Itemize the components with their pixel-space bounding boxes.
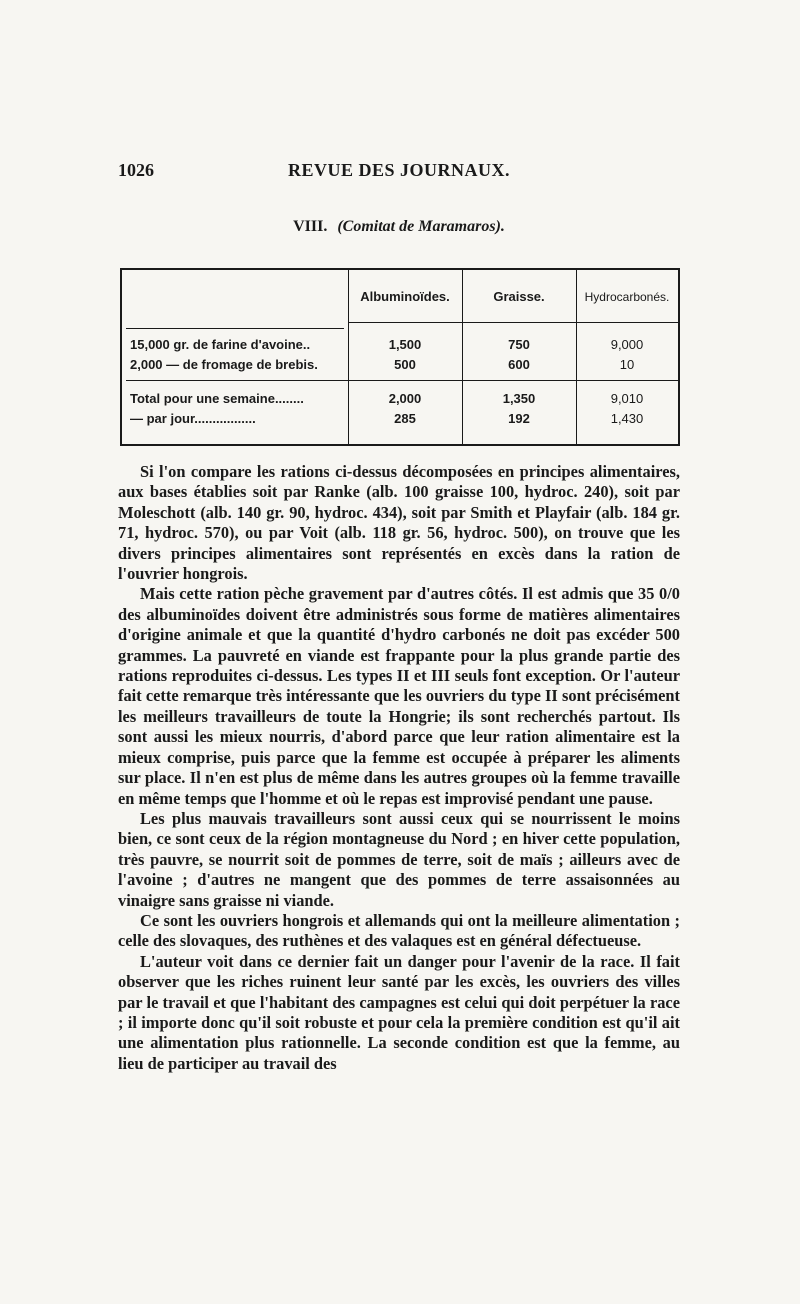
article-body	[118, 462, 680, 1074]
row-label: 2,000 — de fromage de brebis.	[130, 357, 318, 372]
paragraph: Ce sont les ouvriers hongrois et allemands qui ont la meilleure alimentation ; celle des slovaques, des ruthènes et des valaques est en général défectueuse.	[118, 910, 680, 951]
table-cell: 9,010	[610, 391, 644, 406]
table-cell: 750	[508, 337, 530, 352]
table-cell: 500	[394, 357, 416, 372]
table-cell: 192	[508, 411, 530, 426]
row-label: Total pour une semaine........	[130, 391, 304, 406]
section-title	[118, 218, 680, 236]
table-divider	[348, 322, 678, 323]
paragraph: Les plus mauvais travailleurs sont aussi ceux qui se nourrissent le moins bien, ce sont ceux de la région montagneuse du Nord ; en hiver cette population, très pauvre, se nourrit soit de pommes de terre, soit de maïs ; ailleurs avec de l'avoine ; d'autres ne mangent que des pommes de terre assaisonnées au vinaigre sans graisse ni viande.	[118, 808, 680, 910]
table-cell: 285	[394, 411, 416, 426]
section-number: VIII.	[293, 218, 328, 235]
table-divider	[126, 380, 678, 381]
row-label: 15,000 gr. de farine d'avoine..	[130, 337, 311, 352]
running-head: REVUE DES JOURNAUX.	[287, 160, 511, 180]
paragraph: Si l'on compare les rations ci-dessus décomposées en principes alimentaires, aux bases établies soit par Ranke (alb. 100 graisse 100, hydroc. 240), soit par Moleschott (alb. 140 gr. 90, hydroc. 434), soit par Smith et Playfair (alb. 184 gr. 71, hydroc. 570), ou par Voit (alb. 118 gr. 56, hydroc. 500), on trouve que les divers principes alimentaires sont représentés en excès dans la ration de l'ouvrier hongrois.	[118, 462, 680, 584]
section-subtitle: (Comitat de Maramaros).	[337, 218, 505, 235]
table-cell: 9,000	[610, 337, 644, 352]
ration-table	[120, 268, 680, 446]
column-header: Graisse.	[493, 289, 545, 304]
column-header: Hydrocarbonés.	[584, 290, 670, 304]
table-divider	[126, 328, 344, 329]
paragraph: Mais cette ration pèche gravement par d'autres côtés. Il est admis que 35 0/0 des albuminoïdes doivent être administrés sous forme de matières alimentaires d'origine animale et que la quantité d'hydro carbonés ne doit pas excéder 500 grammes. La pauvreté en viande est frappante pour la plus grande partie des rations reproduites ci-dessus. Les types II et III seuls font exception. Or l'auteur fait cette remarque très intéressante que les ouvriers du type II sont précisément les meilleurs travailleurs de toute la Hongrie; ils sont recherchés partout. Ils sont aussi les mieux nourris, d'abord parce que leur ration alimentaire est la mieux comprise, puis parce que la femme est occupée à préparer les aliments sur place. Il n'en est plus de même dans les autres groupes où la femme travaille en même temps que l'homme et où le repas est improvisé pendant une pause.	[118, 584, 680, 808]
table-cell: 1,430	[610, 411, 644, 426]
table-cell: 1,350	[502, 391, 536, 406]
page-number: 1026	[118, 160, 154, 180]
page-header	[118, 160, 680, 184]
row-label: — par jour.................	[130, 411, 256, 426]
table-cell: 600	[508, 357, 530, 372]
table-cell: 2,000	[388, 391, 422, 406]
table-cell: 1,500	[388, 337, 422, 352]
table-cell: 10	[619, 357, 635, 372]
column-header: Albuminoïdes.	[360, 289, 450, 304]
paragraph: L'auteur voit dans ce dernier fait un danger pour l'avenir de la race. Il fait observer que les riches ruinent leur santé par les excès, les ouvriers des villes par le travail et que l'habitant des campagnes est celui qui doit perpétuer la race ; il importe donc qu'il soit robuste et pour cela la première condition est qu'il ait une alimentation plus rationnelle. La seconde condition est que la femme, au lieu de participer au travail des	[118, 951, 680, 1073]
